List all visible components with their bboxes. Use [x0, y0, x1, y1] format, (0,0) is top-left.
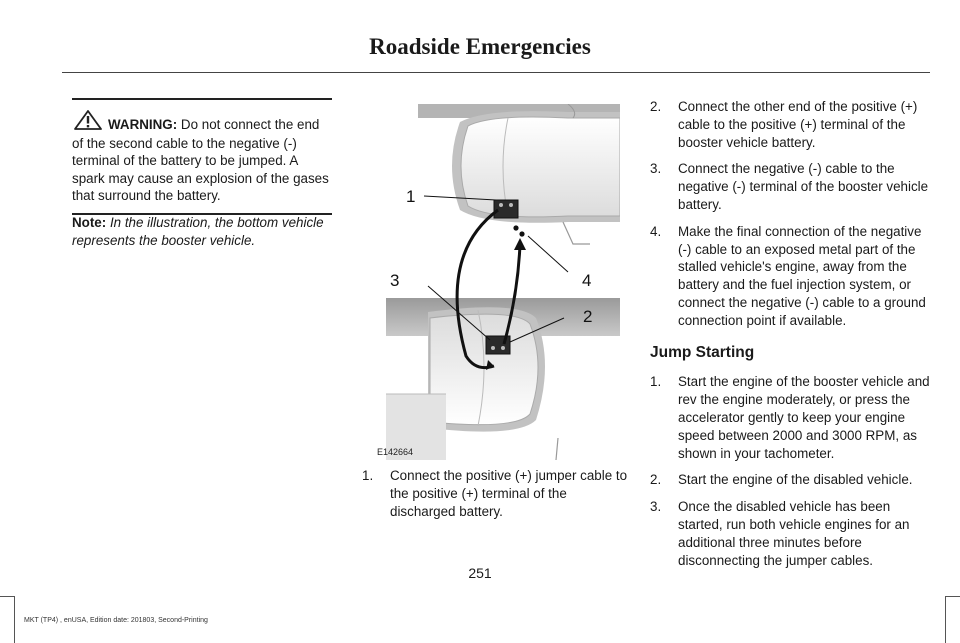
callout-1: 1 — [406, 187, 416, 206]
step-number: 2. — [650, 99, 662, 114]
warning-label: WARNING: — [108, 117, 178, 132]
step-text: Connect the other end of the positive (+) cable to the positive (+) terminal of the booster vehicle battery. — [678, 99, 918, 150]
step-number: 2. — [650, 472, 662, 488]
step-text: Once the disabled vehicle has been started, run both vehicle engines for an additional three minutes before disconnecting the jumper cables. — [678, 499, 910, 568]
warning-box — [72, 98, 332, 215]
list-item — [650, 98, 930, 151]
note — [72, 214, 334, 250]
page-title: Roadside Emergencies — [369, 34, 591, 59]
connection-steps-continued — [650, 98, 930, 330]
crop-mark — [14, 596, 15, 643]
crop-mark — [945, 596, 946, 643]
step-text: Make the final connection of the negative (-) cable to an exposed metal part of the stalled vehicle's engine, away from the battery and the fuel injection system, or connect the negative (-) cable to a ground connection point if available. — [678, 223, 926, 328]
crop-mark — [0, 596, 14, 597]
list-item — [362, 467, 630, 521]
callout-3: 3 — [390, 271, 400, 290]
footer-edition-info: MKT (TP4) , enUSA, Edition date: 201803, Second-Printing — [24, 617, 208, 624]
right-column — [650, 98, 930, 578]
step-number: 1. — [362, 468, 374, 483]
list-item — [650, 223, 930, 330]
step-text: Start the engine of the booster vehicle and rev the engine moderately, or press the accelerator gently to keep your engine speed between 2000 and 3000 RPM, as shown in your tachometer. — [678, 374, 930, 461]
list-item — [650, 498, 930, 569]
step-text: Connect the positive (+) jumper cable to the positive (+) terminal of the discharged battery. — [390, 468, 628, 519]
callout-4: 4 — [582, 271, 592, 290]
note-label: Note: — [72, 215, 107, 230]
illustration-code: E142664 — [377, 447, 414, 457]
connection-steps-start — [362, 467, 630, 521]
disabled-vehicle — [418, 104, 620, 244]
step-number: 4. — [650, 223, 662, 239]
jump-start-illustration — [368, 104, 620, 460]
callout-2: 2 — [583, 307, 593, 326]
step-number: 3. — [650, 499, 662, 515]
page-number: 251 — [468, 565, 492, 581]
warning-text: Do not connect the end of the second cable to the negative (-) terminal of the battery to be jumped. A spark may cause an explosion of the gases that surround the battery. — [72, 117, 329, 203]
section-heading-jump-starting: Jump Starting — [650, 343, 755, 361]
crop-mark — [946, 596, 960, 597]
step-text: Connect the negative (-) cable to the negative (-) terminal of the booster vehicle battery. — [678, 161, 929, 212]
title-rule — [62, 72, 930, 73]
discharged-battery — [494, 200, 518, 218]
step-number: 3. — [650, 161, 662, 177]
warning-triangle-icon — [74, 110, 102, 135]
list-item — [650, 160, 930, 213]
step-text: Start the engine of the disabled vehicle. — [678, 472, 913, 488]
note-text: In the illustration, the bottom vehicle represents the booster vehicle. — [72, 215, 324, 248]
jump-starting-steps — [650, 373, 930, 569]
list-item — [650, 373, 930, 462]
list-item — [650, 471, 930, 489]
step-number: 1. — [650, 374, 662, 390]
